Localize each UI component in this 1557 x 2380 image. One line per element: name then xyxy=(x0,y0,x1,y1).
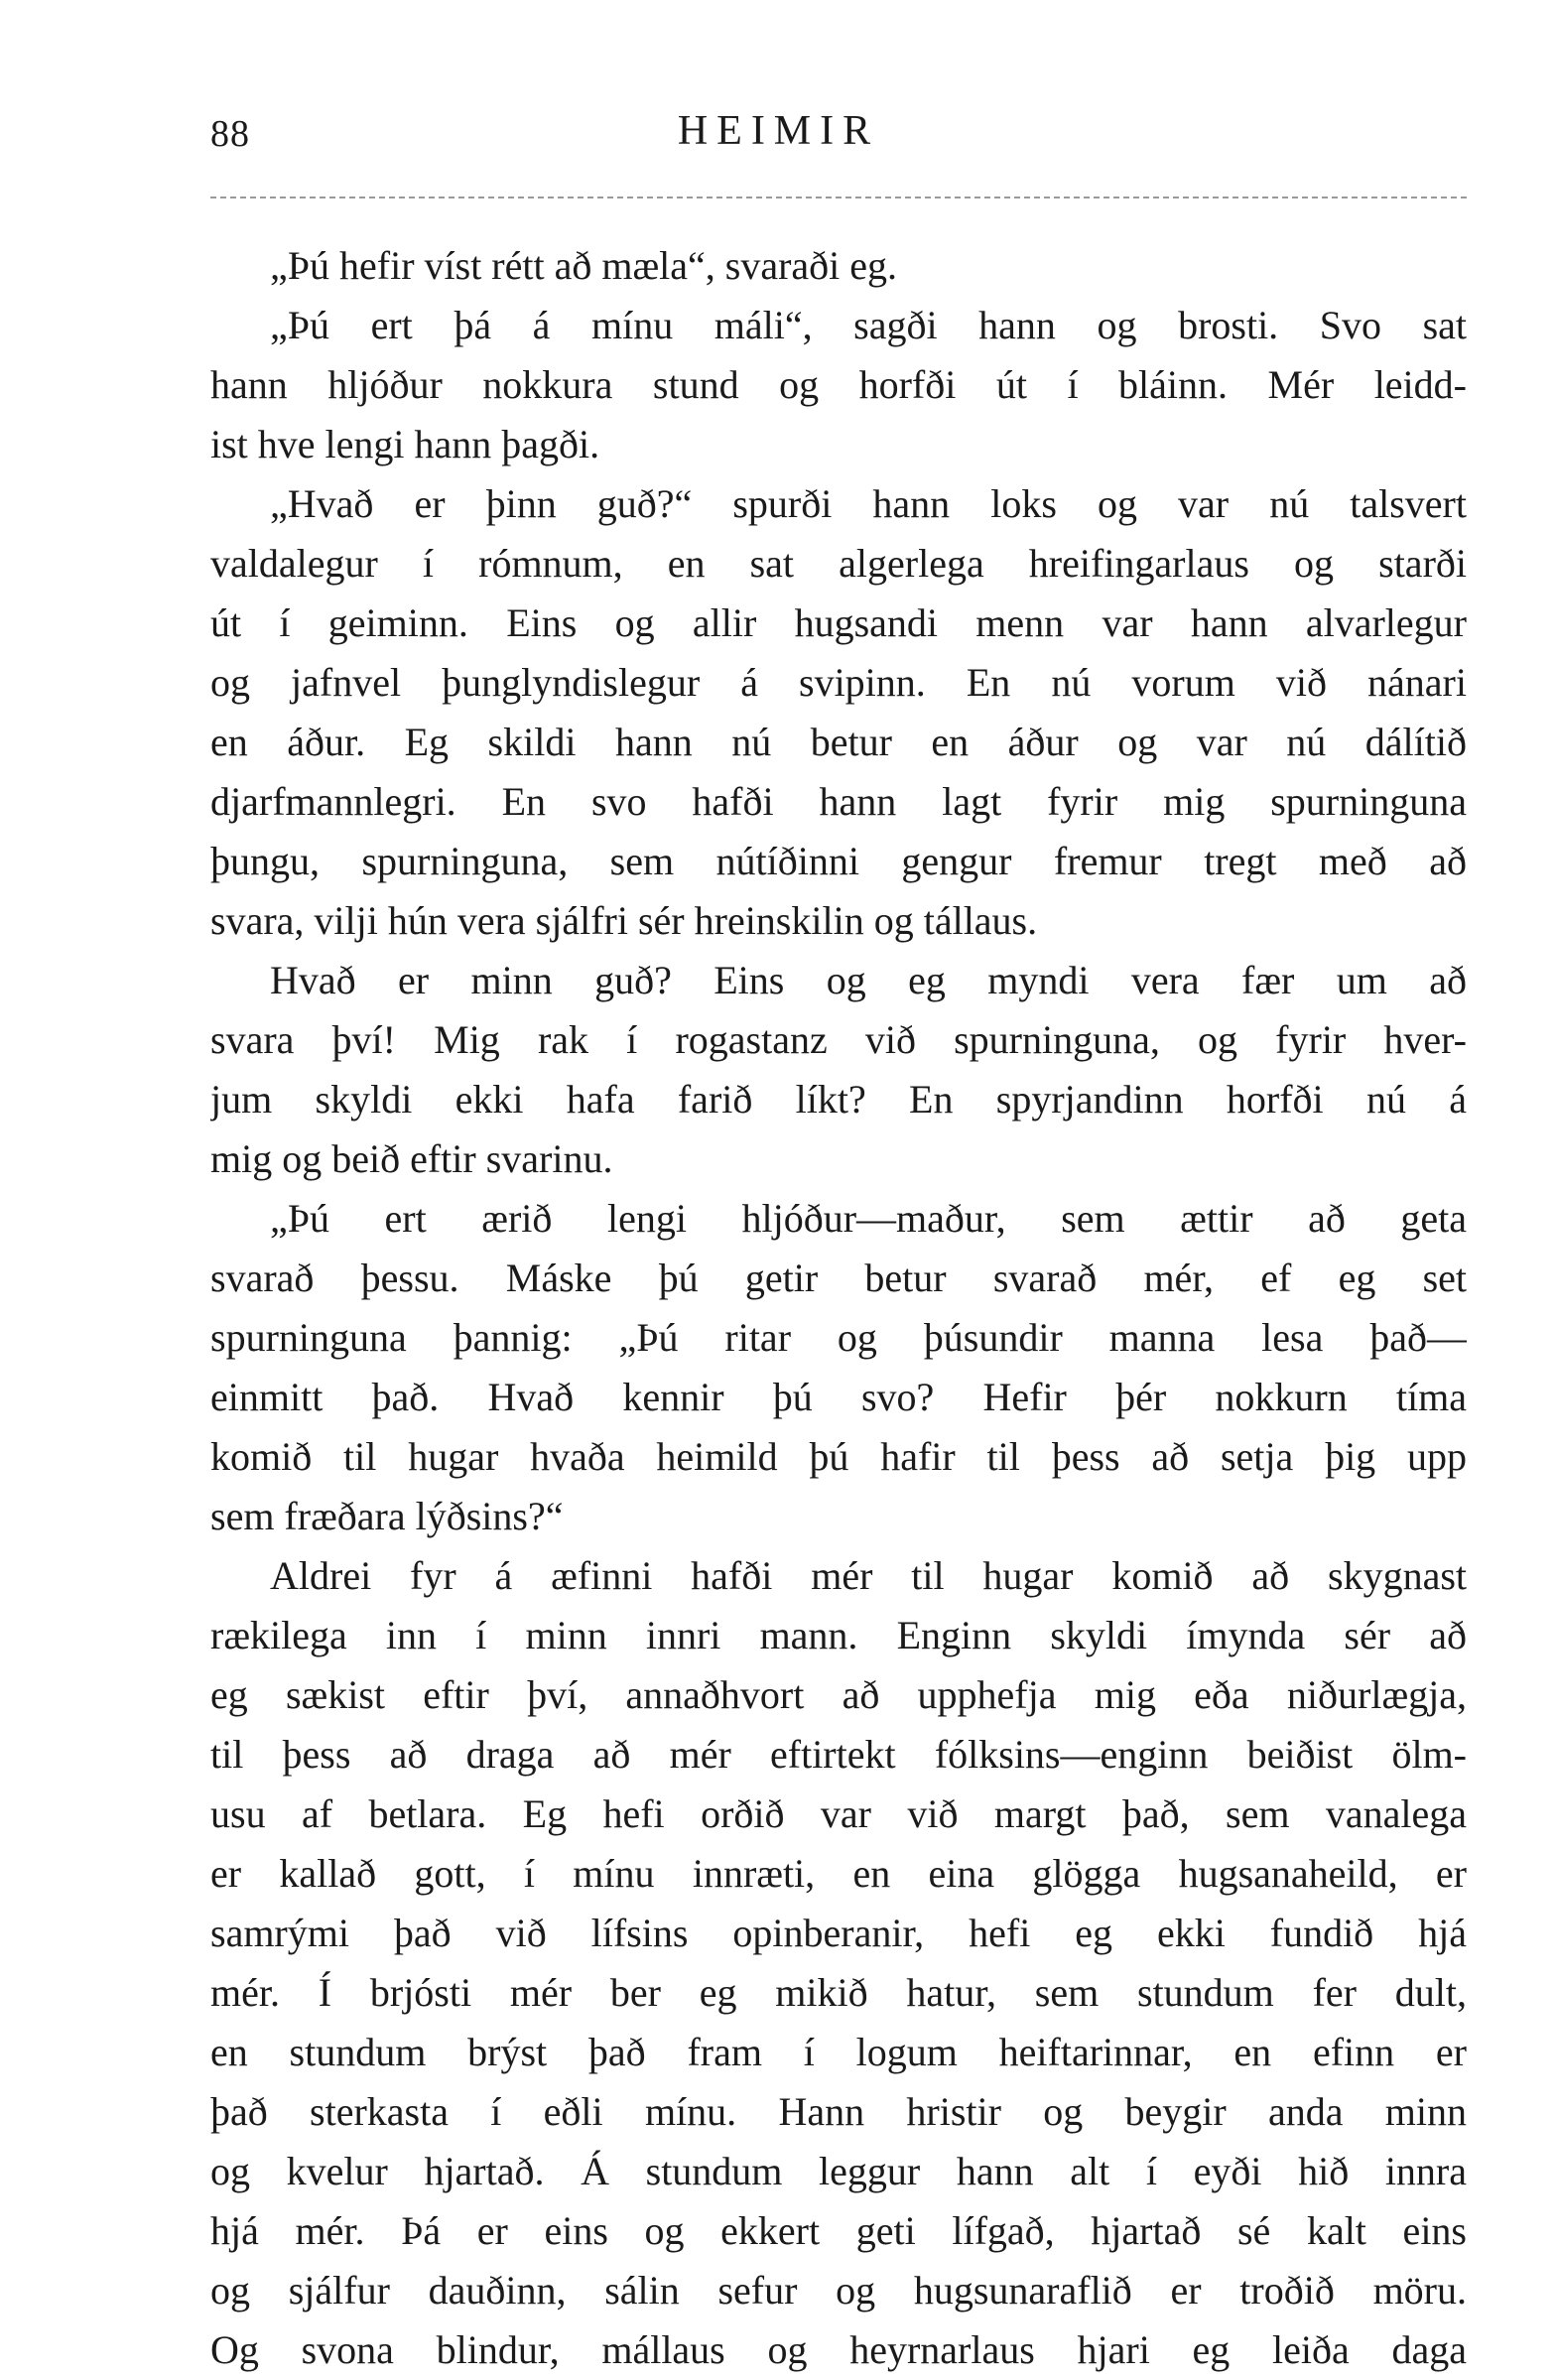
text-line: og sjálfur dauðinn, sálin sefur og hugsunaraflið er troðið möru. xyxy=(210,2268,1467,2313)
text-line: mig og beið eftir svarinu. xyxy=(210,1136,613,1181)
text-line: er kallað gott, í mínu innræti, en eina glögga hugsanaheild, er xyxy=(210,1851,1467,1896)
text-line: en áður. Eg skildi hann nú betur en áður og var nú dálítið xyxy=(210,720,1467,764)
text-line: og kvelur hjartað. Á stundum leggur hann alt í eyði hið innra xyxy=(210,2149,1467,2193)
text-line: rækilega inn í minn innri mann. Enginn skyldi ímynda sér að xyxy=(210,1613,1467,1657)
text-line: þungu, spurninguna, sem nútíðinni gengur fremur tregt með að xyxy=(210,839,1467,883)
text-line: Hvað er minn guð? Eins og eg myndi vera fær um að xyxy=(270,958,1467,1002)
text-line: Aldrei fyr á æfinni hafði mér til hugar komið að skygnast xyxy=(270,1553,1467,1598)
text-line: það sterkasta í eðli mínu. Hann hristir og beygir anda minn xyxy=(210,2089,1467,2134)
text-line: sem fræðara lýðsins?“ xyxy=(210,1494,564,1538)
text-line: „Þú hefir víst rétt að mæla“, svaraði eg. xyxy=(270,243,898,288)
text-line: svarað þessu. Máske þú getir betur svarað mér, ef eg set xyxy=(210,1256,1467,1300)
page-number: 88 xyxy=(210,113,250,155)
text-line: og jafnvel þunglyndislegur á svipinn. En nú vorum við nánari xyxy=(210,660,1467,705)
text-line: svara, vilji hún vera sjálfri sér hreinskilin og tállaus. xyxy=(210,898,1038,943)
text-line: „Hvað er þinn guð?“ spurði hann loks og var nú talsvert xyxy=(270,481,1467,526)
text-line: komið til hugar hvaða heimild þú hafir til þess að setja þig upp xyxy=(210,1434,1467,1479)
text-line: til þess að draga að mér eftirtekt fólksins—enginn beiðist ölm- xyxy=(210,1732,1467,1777)
text-line: en stundum brýst það fram í logum heiftarinnar, en efinn er xyxy=(210,2030,1467,2074)
text-line: svara því! Mig rak í rogastanz við spurninguna, og fyrir hver- xyxy=(210,1017,1467,1062)
body-text xyxy=(210,236,1467,2380)
text-line: út í geiminn. Eins og allir hugsandi menn var hann alvarlegur xyxy=(210,600,1467,645)
text-line: samrými það við lífsins opinberanir, hefi eg ekki fundið hjá xyxy=(210,1911,1467,1955)
text-line: eg sækist eftir því, annaðhvort að upphefja mig eða niðurlægja, xyxy=(210,1672,1467,1717)
text-line: mér. Í brjósti mér ber eg mikið hatur, sem stundum fer dult, xyxy=(210,1970,1467,2015)
text-line: hjá mér. Þá er eins og ekkert geti lífgað, hjartað sé kalt eins xyxy=(210,2208,1467,2253)
text-line: valdalegur í rómnum, en sat algerlega hreifingarlaus og starði xyxy=(210,541,1467,586)
header-rule xyxy=(210,197,1467,198)
text-line: „Þú ert þá á mínu máli“, sagði hann og brosti. Svo sat xyxy=(270,303,1467,347)
text-line: einmitt það. Hvað kennir þú svo? Hefir þér nokkurn tíma xyxy=(210,1375,1467,1419)
text-line: hann hljóður nokkura stund og horfði út í bláinn. Mér leidd- xyxy=(210,362,1467,407)
text-line: jum skyldi ekki hafa farið líkt? En spyrjandinn horfði nú á xyxy=(210,1077,1467,1122)
text-line: djarfmannlegri. En svo hafði hann lagt fyrir mig spurninguna xyxy=(210,779,1467,824)
text-line: usu af betlara. Eg hefi orðið var við margt það, sem vanalega xyxy=(210,1791,1467,1836)
text-line: ist hve lengi hann þagði. xyxy=(210,422,600,466)
text-line: Og svona blindur, mállaus og heyrnarlaus hjari eg leiða daga xyxy=(210,2327,1467,2372)
text-line: spurninguna þannig: „Þú ritar og þúsundir manna lesa það— xyxy=(210,1315,1467,1360)
running-head: HEIMIR xyxy=(677,108,880,154)
text-line: „Þú ert ærið lengi hljóður—maður, sem ættir að geta xyxy=(270,1196,1467,1241)
